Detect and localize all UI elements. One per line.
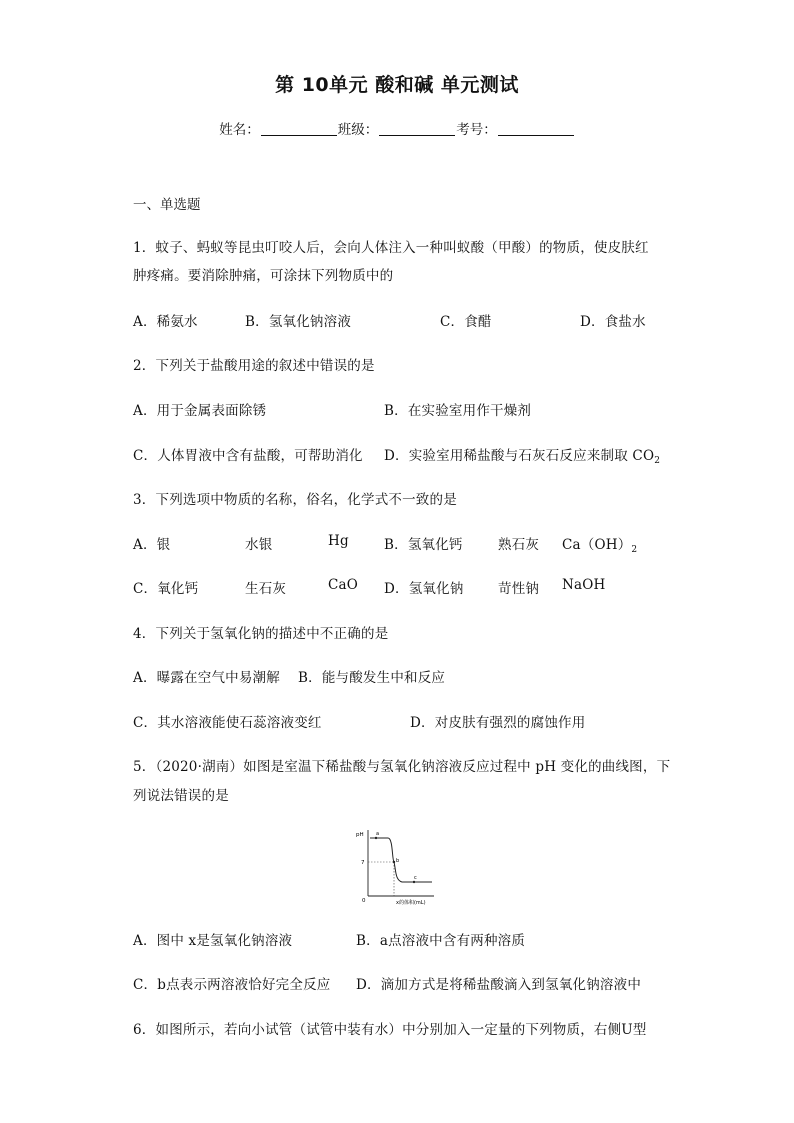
q3-option-a-common: 水银: [245, 537, 273, 553]
point-b-label: b: [396, 858, 400, 864]
q4-stem: 4．下列关于氢氧化钠的描述中不正确的是: [133, 626, 389, 642]
q2-option-d-text: D．实验室用稀盐酸与石灰石反应来制取 CO: [384, 448, 655, 464]
q1-stem-line2: 肿疼痛。要消除肿痛，可涂抹下列物质中的: [133, 268, 394, 284]
q1-stem-line1: 1．蚊子、蚂蚁等昆虫叮咬人后，会向人体注入一种叫蚁酸（甲酸）的物质，使皮肤红: [133, 240, 649, 256]
q3-option-c-common: 生石灰: [245, 581, 287, 597]
q3-option-b-common: 熟石灰: [498, 537, 540, 553]
q3-option-a-formula: Hg: [328, 533, 349, 549]
point-c-marker: [413, 881, 415, 883]
q5-option-b: B．a点溶液中含有两种溶质: [356, 933, 526, 949]
name-label: 姓名：: [219, 122, 260, 138]
q4-option-c: C．其水溶液能使石蕊溶液变红: [133, 715, 322, 731]
q2-option-d: [384, 444, 660, 466]
q3-option-b-formula-text: Ca（OH）: [562, 537, 632, 553]
student-info-line: [0, 118, 794, 138]
q4-option-b: B．能与酸发生中和反应: [298, 670, 446, 686]
q1-option-d: D．食盐水: [580, 314, 646, 330]
q3-option-b-formula: [562, 533, 637, 555]
point-c-label: c: [414, 875, 417, 881]
ph-curve-figure: [352, 826, 442, 906]
q3-option-d-formula: NaOH: [562, 577, 606, 593]
page-title: 第 10单元 酸和碱 单元测试: [275, 74, 519, 96]
q5-option-c: C．b点表示两溶液恰好完全反应: [133, 977, 331, 993]
class-blank[interactable]: [379, 122, 455, 136]
point-a-label: a: [376, 831, 380, 837]
q2-option-a: A．用于金属表面除锈: [133, 403, 267, 419]
q2-option-b: B．在实验室用作干燥剂: [384, 403, 532, 419]
point-a-marker: [375, 837, 377, 839]
origin-label: 0: [362, 898, 366, 904]
y-axis-label: pH: [356, 832, 364, 838]
q3-option-c-name: C．氧化钙: [133, 581, 199, 597]
q3-option-c-formula: CaO: [328, 577, 359, 593]
q3-option-d-name: D．氢氧化钠: [384, 581, 464, 597]
q5-stem-line1: 5．（2020·湖南）如图是室温下稀盐酸与氢氧化钠溶液反应过程中 pH 变化的曲线图，下: [133, 759, 671, 775]
q5-option-d: D．滴加方式是将稀盐酸滴入到氢氧化钠溶液中: [356, 977, 642, 993]
section-heading: 一、单选题: [133, 197, 201, 213]
q2-option-d-subscript: 2: [654, 456, 661, 466]
q3-option-b-name: B．氢氧化钙: [384, 537, 463, 553]
ph-curve: [370, 838, 432, 882]
q4-option-d: D．对皮肤有强烈的腐蚀作用: [410, 715, 586, 731]
point-b-marker: [393, 861, 395, 863]
exam-number-label: 考号：: [456, 122, 497, 138]
q1-option-a: A．稀氨水: [133, 314, 198, 330]
exam-number-blank[interactable]: [498, 122, 574, 136]
q3-stem: 3．下列选项中物质的名称，俗名，化学式不一致的是: [133, 492, 457, 508]
q2-option-c: C．人体胃液中含有盐酸，可帮助消化: [133, 448, 363, 464]
q3-option-a-name: A．银: [133, 537, 171, 553]
y-tick-7: 7: [361, 860, 365, 866]
class-label: 班级：: [337, 122, 379, 138]
q3-option-b-formula-subscript: 2: [631, 545, 638, 555]
q4-option-a: A．曝露在空气中易潮解: [133, 670, 280, 686]
q6-stem-line1: 6．如图所示，若向小试管（试管中装有水）中分别加入一定量的下列物质，右侧U型: [133, 1022, 647, 1038]
q5-stem-line2: 列说法错误的是: [133, 788, 229, 804]
name-blank[interactable]: [261, 122, 337, 136]
x-axis-label: x的体积(mL): [396, 900, 426, 906]
q1-option-b: B．氢氧化钠溶液: [245, 314, 352, 330]
q5-option-a: A．图中 x是氢氧化钠溶液: [133, 933, 293, 949]
q1-option-c: C．食醋: [440, 314, 492, 330]
q2-stem: 2．下列关于盐酸用途的叙述中错误的是: [133, 358, 375, 374]
q3-option-d-common: 苛性钠: [498, 581, 540, 597]
